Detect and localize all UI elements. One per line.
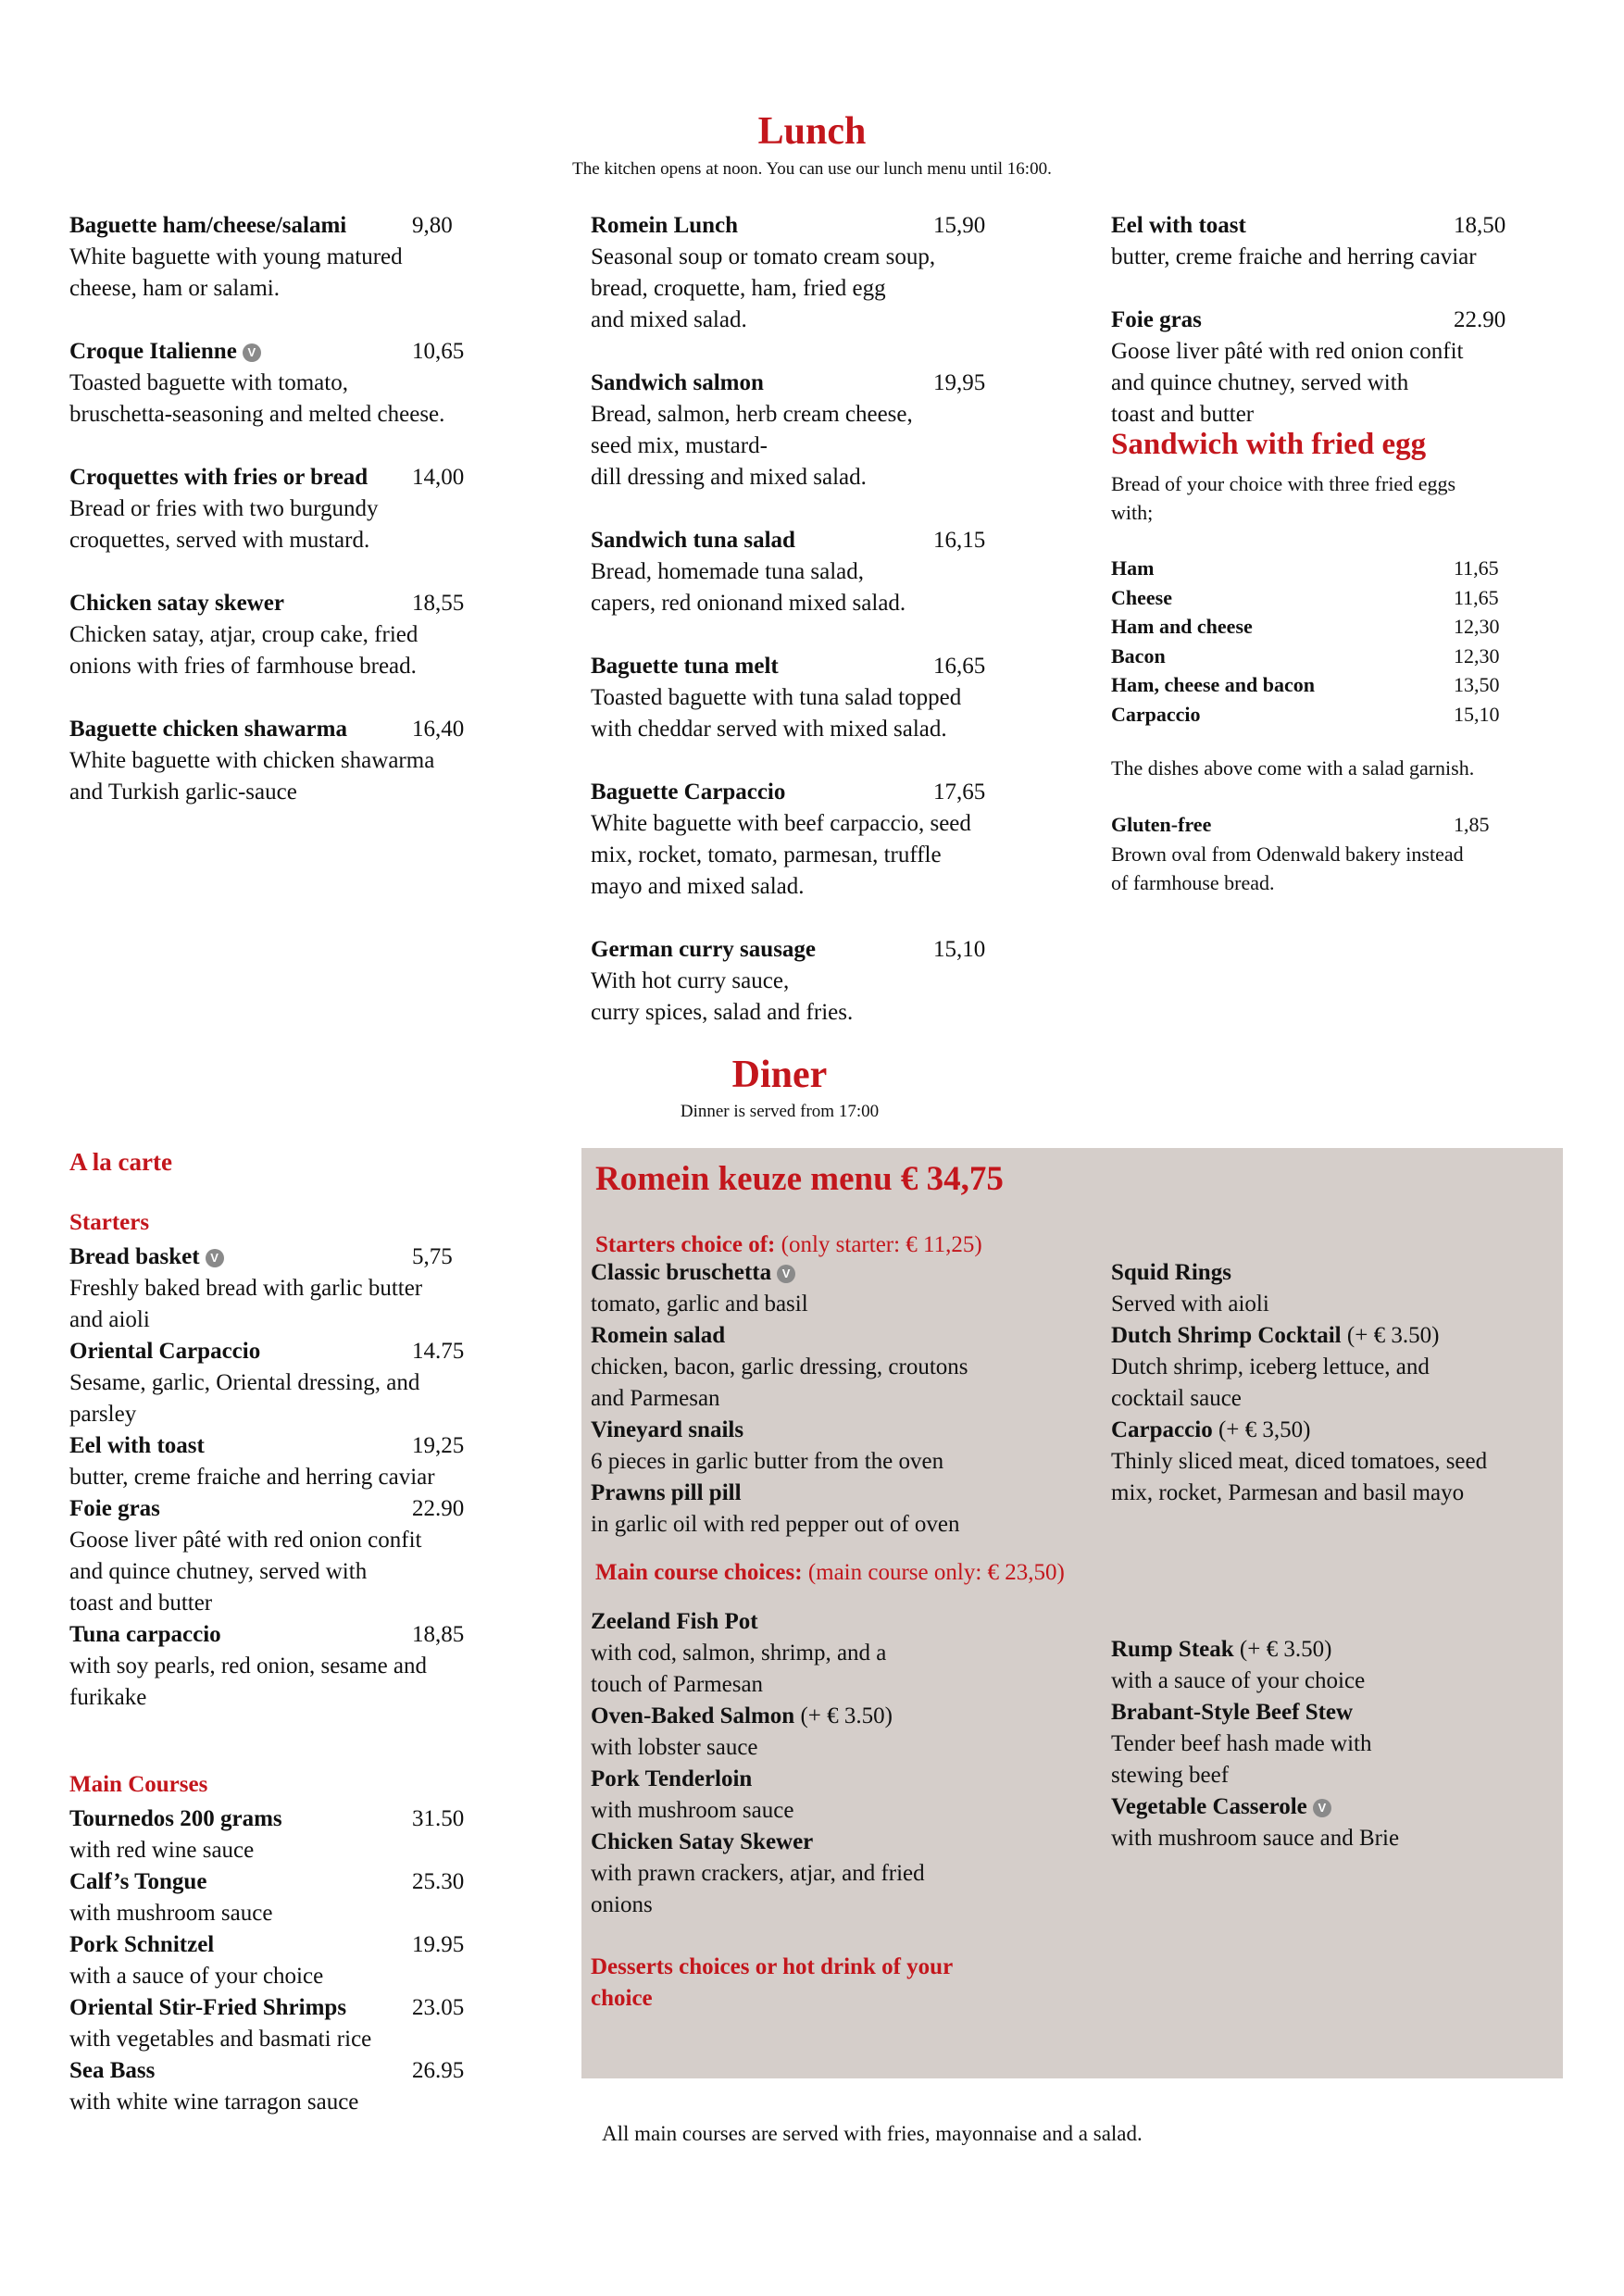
fried-egg-option-price: 12,30 [1454,615,1500,638]
menu-item-description: with lobster sauce [591,1735,758,1760]
menu-item-header [1111,210,1574,242]
menu-item-name: Oriental Carpaccio [69,1339,261,1364]
menu-item-header [69,2055,514,2087]
menu-item-description: Toasted baguette with tomato, bruschetta-seasoning and melted cheese. [69,370,445,427]
vegetarian-icon: V [243,343,261,362]
menu-item-name: Baguette chicken shawarma [69,717,347,742]
menu-item-name: Sea Bass [69,2058,156,2083]
menu-item-description: with white wine tarragon sauce [69,2090,359,2115]
vegetarian-icon: V [777,1265,795,1283]
menu-item-name: Croquettes with fries or bread [69,465,369,490]
menu-item-header [69,714,514,745]
keuze-starters-right [1111,1257,1565,1509]
menu-item-header [69,1336,514,1367]
menu-item-description: Bread, salmon, herb cream cheese, seed mix, mustard- dill dressing and mixed salad. [591,402,913,490]
menu-item-description: with red wine sauce [69,1838,255,1863]
menu-item-name: Sandwich tuna salad [591,528,795,553]
menu-item-price: 16,15 [933,528,986,553]
menu-item-bread-basket [69,1242,514,1336]
menu-item-description: Bread or fries with two burgundy croquettes, served with mustard. [69,496,379,553]
menu-item-description: Thinly sliced meat, diced tomatoes, seed mix, rocket, Parmesan and basil mayo [1111,1449,1488,1505]
fried-egg-option [1111,700,1555,730]
menu-item-price: 25.30 [412,1869,465,1894]
fried-egg-options [1111,554,1555,729]
menu-item-description: Dutch shrimp, iceberg lettuce, and cocktail sauce [1111,1354,1430,1411]
menu-item-header [69,462,514,493]
menu-item-carpaccio [1111,1415,1565,1509]
menu-item-baguette-chicken-shawarma [69,714,514,808]
menu-item-squid-rings [1111,1257,1565,1320]
menu-item-name: Baguette tuna melt [591,654,779,679]
lunch-column-1 [69,210,514,808]
fried-egg-option-name: Ham, cheese and bacon [1111,673,1315,696]
menu-item-vineyard-snails [591,1415,1072,1478]
menu-item-price: 26.95 [412,2058,465,2083]
menu-item-header [591,777,1035,808]
menu-item-price: 14,00 [412,465,465,490]
menu-item-header [1111,1791,1565,1823]
menu-item-pork-tenderloin [591,1764,1072,1827]
menu-item-header [591,368,1035,399]
menu-item-header [69,1493,514,1525]
menu-item-header [69,210,514,242]
menu-item-oriental-stir-fried-shrimps [69,1992,514,2055]
fried-egg-option-price: 12,30 [1454,643,1500,668]
menu-item-rump-steak [1111,1634,1565,1697]
gluten-free-item [1111,810,1574,898]
menu-item-description: with soy pearls, red onion, sesame and furikake [69,1653,428,1710]
menu-item-baguette-carpaccio [591,777,1035,903]
menu-item-price: 22.90 [412,1496,465,1521]
vegetarian-icon: V [1313,1799,1331,1817]
starters-title: Starters [69,1210,150,1235]
menu-item-header [591,1827,1072,1858]
menu-item-croque-italienne [69,336,514,430]
menu-item-chicken-satay-skewer [69,588,514,682]
menu-item-header [591,1764,1072,1795]
menu-item-description: With hot curry sauce, curry spices, salad and fries. [591,968,854,1025]
menu-item-header [1111,1697,1565,1728]
menu-item-description: Freshly baked bread with garlic butter and aioli [69,1276,423,1332]
menu-item-header [591,1606,1072,1638]
menu-item-tuna-carpaccio [69,1619,514,1714]
gluten-free-price: 1,85 [1454,813,1490,836]
fried-egg-option-price: 13,50 [1454,673,1500,696]
menu-item-header [69,1803,514,1835]
keuze-starters-heading [595,1232,982,1258]
menu-item-description: with a sauce of your choice [1111,1668,1366,1693]
menu-item-header [1111,1634,1565,1666]
menu-item-price: 19.95 [412,1932,465,1957]
menu-item-description: White baguette with beef carpaccio, seed mix, rocket, tomato, parmesan, truffle mayo and mixed salad. [591,811,971,899]
fried-egg-option [1111,670,1555,700]
menu-item-name: Romein Lunch [591,213,739,238]
menu-item-header [69,1992,514,2024]
footer-note: All main courses are served with fries, mayonnaise and a salad. [602,2122,1143,2145]
menu-item-description: with cod, salmon, shrimp, and a touch of Parmesan [591,1641,887,1697]
menu-item-name: Tournedos 200 grams [69,1806,282,1831]
menu-item-surcharge: (+ € 3,50) [1218,1417,1311,1442]
menu-item-baguette-tuna-melt [591,651,1035,745]
lunch-column-2 [591,210,1035,1029]
menu-item-description: Goose liver pâté with red onion confit and quince chutney, served with toast and butter [1111,339,1464,427]
menu-item-name: Pork Schnitzel [69,1932,215,1957]
gluten-free-desc: Brown oval from Odenwald bakery instead of farmhouse bread. [1111,842,1464,894]
menu-item-name: Vineyard snails [591,1417,744,1442]
menu-item-name: Brabant-Style Beef Stew [1111,1700,1354,1725]
menu-item-header [69,588,514,619]
menu-item-name: Zeeland Fish Pot [591,1609,758,1634]
menu-item-name: Pork Tenderloin [591,1766,753,1791]
main-courses-list [69,1803,514,2118]
menu-item-name: Chicken satay skewer [69,591,284,616]
menu-item-header [69,336,514,368]
menu-item-name: Vegetable Casserole [1111,1794,1307,1819]
fried-egg-option-price: 11,65 [1454,585,1499,609]
lunch-title: Lunch [757,110,867,153]
menu-item-dutch-shrimp-cocktail [1111,1320,1565,1415]
menu-item-price: 17,65 [933,780,986,805]
menu-item-description: Bread, homemade tuna salad, capers, red onionand mixed salad. [591,559,906,616]
menu-item-description: with prawn crackers, atjar, and fried onions [591,1861,925,1917]
menu-item-price: 18,50 [1454,213,1506,238]
menu-item-price: 15,10 [933,937,986,962]
diner-title: Diner [731,1054,828,1096]
keuze-menu-title: Romein keuze menu € 34,75 [595,1160,1004,1198]
menu-item-header [591,651,1035,682]
keuze-starters-note: (only starter: € 11,25) [781,1232,982,1257]
menu-item-name: Calf’s Tongue [69,1869,207,1894]
menu-item-description: Seasonal soup or tomato cream soup, bread, croquette, ham, fried egg and mixed salad. [591,244,936,332]
menu-item-price: 18,55 [412,591,465,616]
menu-item-eel-with-toast [69,1430,514,1493]
gluten-free-name: Gluten-free [1111,813,1212,836]
menu-item-description: with mushroom sauce and Brie [1111,1826,1400,1851]
menu-item-prawns-pill-pill [591,1478,1072,1541]
keuze-starters-left [591,1257,1072,1541]
fried-egg-intro: Bread of your choice with three fried eggs with; [1111,472,1456,524]
menu-item-price: 31.50 [412,1806,465,1831]
fried-egg-option [1111,612,1555,642]
menu-item-name: Eel with toast [69,1433,205,1458]
menu-item-name: Prawns pill pill [591,1480,742,1505]
menu-item-description: White baguette with young matured cheese, ham or salami. [69,244,403,301]
menu-item-price: 15,90 [933,213,986,238]
menu-item-oriental-carpaccio [69,1336,514,1430]
menu-item-price: 19,25 [412,1433,465,1458]
menu-item-description: Sesame, garlic, Oriental dressing, and parsley [69,1370,420,1427]
menu-item-romein-salad [591,1320,1072,1415]
menu-item-name: Baguette ham/cheese/salami [69,213,347,238]
menu-item-header [69,1929,514,1961]
menu-item-name: Squid Rings [1111,1260,1231,1285]
menu-item-name: Bread basket [69,1244,200,1269]
menu-item-header [591,1701,1072,1732]
menu-item-name: Oven-Baked Salmon [591,1703,795,1728]
menu-item-pork-schnitzel [69,1929,514,1992]
fried-egg-option-name: Carpaccio [1111,702,1201,726]
keuze-desserts: Desserts choices or hot drink of your choice [591,1954,954,2011]
menu-item-price: 10,65 [412,339,465,364]
menu-item-header [591,1415,1072,1446]
menu-item-baguette-ham-cheese-salami [69,210,514,305]
menu-item-description: White baguette with chicken shawarma and Turkish garlic-sauce [69,748,435,805]
menu-item-header [1111,1320,1565,1352]
menu-item-price: 14.75 [412,1339,465,1364]
lunch-column-3 [1111,210,1574,430]
menu-item-description: Tender beef hash made with stewing beef [1111,1731,1372,1788]
menu-item-price: 5,75 [412,1244,453,1269]
keuze-mains-left [591,1606,1072,1921]
menu-item-header [591,934,1035,966]
menu-item-header [591,525,1035,556]
menu-item-description: with mushroom sauce [69,1901,273,1926]
menu-item-name: Classic bruschetta [591,1260,772,1285]
fried-egg-option-name: Cheese [1111,585,1172,609]
fried-egg-option-price: 15,10 [1454,702,1500,726]
menu-item-header [69,1619,514,1651]
fried-egg-note: The dishes above come with a salad garnish. [1111,756,1475,780]
menu-item-foie-gras [1111,305,1574,430]
menu-item-description: Toasted baguette with tuna salad topped with cheddar served with mixed salad. [591,685,962,742]
menu-item-name: Croque Italienne [69,339,237,364]
menu-item-description: Chicken satay, atjar, croup cake, fried onions with fries of farmhouse bread. [69,622,418,679]
menu-item-header [69,1866,514,1898]
menu-item-description: butter, creme fraiche and herring caviar [69,1465,435,1490]
menu-item-classic-bruschetta [591,1257,1072,1320]
keuze-mains-heading [595,1560,1065,1586]
menu-item-header [1111,305,1574,336]
menu-item-surcharge: (+ € 3.50) [1239,1637,1332,1662]
menu-item-sea-bass [69,2055,514,2118]
menu-item-price: 16,65 [933,654,986,679]
menu-item-name: Oriental Stir-Fried Shrimps [69,1995,347,2020]
menu-item-foie-gras [69,1493,514,1619]
menu-item-header [1111,1415,1565,1446]
menu-item-header [591,210,1035,242]
menu-item-price: 9,80 [412,213,453,238]
menu-item-brabant-style-beef-stew [1111,1697,1565,1791]
menu-item-header [591,1320,1072,1352]
menu-item-croquettes-with-fries-or-bread [69,462,514,556]
menu-item-name: Dutch Shrimp Cocktail [1111,1323,1342,1348]
menu-item-name: Rump Steak [1111,1637,1234,1662]
menu-item-name: Baguette Carpaccio [591,780,786,805]
menu-item-chicken-satay-skewer [591,1827,1072,1921]
menu-item-vegetable-casserole [1111,1791,1565,1854]
menu-item-price: 23.05 [412,1995,465,2020]
menu-item-name: Sandwich salmon [591,370,764,395]
menu-item-sandwich-tuna-salad [591,525,1035,619]
menu-item-header [69,1242,514,1273]
menu-item-name: Carpaccio [1111,1417,1213,1442]
menu-item-price: 19,95 [933,370,986,395]
fried-egg-option [1111,554,1555,583]
menu-item-header [69,1430,514,1462]
keuze-mains-note: (main course only: € 23,50) [807,1560,1065,1585]
menu-item-description: 6 pieces in garlic butter from the oven [591,1449,944,1474]
menu-item-description: with a sauce of your choice [69,1964,324,1989]
menu-item-zeeland-fish-pot [591,1606,1072,1701]
fried-egg-option-name: Bacon [1111,643,1166,668]
menu-item-name: Eel with toast [1111,213,1246,238]
menu-item-header [591,1478,1072,1509]
keuze-mains-right [1111,1634,1565,1854]
menu-item-sandwich-salmon [591,368,1035,493]
menu-item-surcharge: (+ € 3.50) [1346,1323,1440,1348]
menu-item-header [1111,1257,1565,1289]
menu-item-description: with vegetables and basmati rice [69,2027,372,2052]
diner-subtitle: Dinner is served from 17:00 [680,1102,880,1121]
menu-item-description: butter, creme fraiche and herring caviar [1111,244,1477,269]
main-courses-title: Main Courses [69,1772,208,1797]
menu-item-romein-lunch [591,210,1035,336]
menu-item-name: Chicken Satay Skewer [591,1829,814,1854]
menu-item-name: Foie gras [1111,307,1202,332]
menu-item-description: in garlic oil with red pepper out of oven [591,1512,960,1537]
menu-item-description: tomato, garlic and basil [591,1292,808,1316]
fried-egg-option-price: 11,65 [1454,556,1499,580]
menu-item-tournedos-200-grams [69,1803,514,1866]
menu-item-price: 18,85 [412,1622,465,1647]
a-la-carte-title: A la carte [69,1148,172,1176]
menu-item-header [591,1257,1072,1289]
fried-egg-option [1111,642,1555,671]
menu-item-description: chicken, bacon, garlic dressing, croutons and Parmesan [591,1354,968,1411]
menu-item-eel-with-toast [1111,210,1574,273]
menu-item-oven-baked-salmon [591,1701,1072,1764]
menu-item-name: Romein salad [591,1323,726,1348]
menu-item-name: Tuna carpaccio [69,1622,221,1647]
menu-item-description: with mushroom sauce [591,1798,794,1823]
starters-list [69,1242,514,1714]
fried-egg-title: Sandwich with fried egg [1111,428,1427,461]
menu-item-name: Foie gras [69,1496,160,1521]
keuze-mains-label: Main course choices: [595,1560,803,1585]
menu-item-calf-s-tongue [69,1866,514,1929]
menu-item-price: 22.90 [1454,307,1506,332]
keuze-starters-label: Starters choice of: [595,1232,776,1257]
menu-item-name: German curry sausage [591,937,817,962]
menu-item-description: Goose liver pâté with red onion confit and quince chutney, served with toast and butter [69,1528,422,1616]
fried-egg-option-name: Ham and cheese [1111,615,1253,638]
menu-item-description: Served with aioli [1111,1292,1269,1316]
vegetarian-icon: V [206,1249,224,1267]
fried-egg-option-name: Ham [1111,556,1155,580]
fried-egg-option [1111,583,1555,613]
menu-item-price: 16,40 [412,717,465,742]
lunch-subtitle: The kitchen opens at noon. You can use our lunch menu until 16:00. [572,159,1052,179]
menu-item-surcharge: (+ € 3.50) [800,1703,893,1728]
menu-item-german-curry-sausage [591,934,1035,1029]
